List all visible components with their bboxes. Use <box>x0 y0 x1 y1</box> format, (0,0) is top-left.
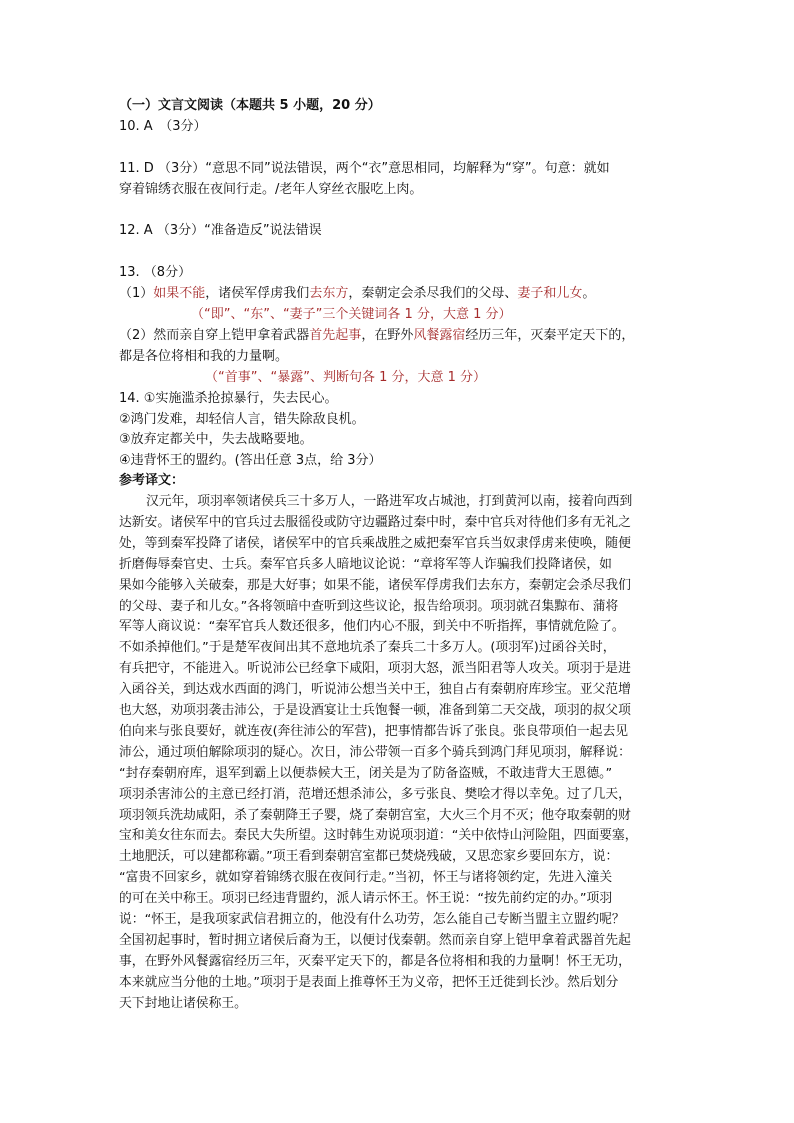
translation-line: “富贵不回家乡，就如穿着锦绣衣服在夜间行走。”当初，怀王与诸将领约定，先进入潼关 <box>119 870 613 886</box>
answer-q13-2-line2: 都是各位将相和我的力量啊。 <box>119 349 289 364</box>
translation-line: 处，等到秦军投降了诸侯，诸侯军中的官兵乘战胜之威把秦军官兵当奴隶俘虏来使唤，随便 <box>119 535 631 551</box>
translation-line: 伯向来与张良要好，就连夜(奔往沛公的军营)，把事情都告诉了张良。张良带项伯一起去见 <box>119 723 629 739</box>
answer-q13-2-segment: ，在野外 <box>361 328 414 343</box>
answer-q13-1-segment: 。 <box>582 286 596 301</box>
answer-q13-1-segment: ，诸侯军俘虏我们 <box>205 286 310 301</box>
translation-line: 沛公，通过项伯解除项羽的疑心。次日，沛公带领一百多个骑兵到鸿门拜见项羽，解释说： <box>119 744 631 760</box>
translation-heading: 参考译文： <box>119 473 185 488</box>
translation-line: 折磨侮辱秦官史、士兵。秦军官兵多人暗地议论说：“章将军等人诈骗我们投降诸侯，如 <box>119 556 612 572</box>
answer-q13-1-segment: 去东方 <box>309 286 349 301</box>
answer-q13-1-prefix: （1） <box>119 286 154 301</box>
translation-line: 果如今能够入关破秦，那是大好事；如果不能，诸侯军俘虏我们去东方，秦朝定会杀尽我们 <box>119 577 631 593</box>
answer-q14-line2: ②鸿门发难，却轻信人言，错失除敌良机。 <box>119 412 365 427</box>
answer-q13-header: 13. （8分） <box>119 265 192 280</box>
answer-q13-1-text <box>153 286 595 301</box>
translation-line: 项羽杀害沛公的主意已经打消，范增还想杀沛公，多亏张良、樊哙才得以幸免。过了几天， <box>119 786 631 802</box>
answer-q13-1-segment: 妻子和儿女 <box>517 286 583 301</box>
translation-line: 的父母、妻子和儿女。”各将领暗中查听到这些议论，报告给项羽。项羽就召集黥布、蒲将 <box>119 598 619 614</box>
answer-q12: 12. A （3分）“准备造反”说法错误 <box>119 223 322 238</box>
translation-line: 也大怒，劝项羽袭击沛公，于是设酒宴让士兵饱餐一顿，准备到第二天交战，项羽的叔父项 <box>119 703 631 718</box>
answer-q14-line1: 14. ①实施滥杀抢掠暴行，失去民心。 <box>119 391 338 406</box>
translation-line: 有兵把守，不能进入。听说沛公已经拿下咸阳，项羽大怒，派当阳君等人攻关。项羽于是进 <box>119 661 631 677</box>
translation-line: 全国初起事时，暂时拥立诸侯后裔为王，以便讨伐秦朝。然而亲自穿上铠甲拿着武器首先起 <box>119 932 631 948</box>
answer-q13-1 <box>119 285 595 303</box>
answer-q13-1-scoring: （“即”、“东”、“妻子”三个关键词各 1 分，大意 1 分） <box>191 307 512 322</box>
answer-q10: 10. A （3分） <box>119 119 207 134</box>
answer-q13-2-segment: 风餐露宿 <box>413 328 466 343</box>
translation-line: 说：“怀王，是我项家武信君拥立的，他没有什么功劳，怎么能自己专断当盟主立盟约呢？ <box>119 912 625 927</box>
translation-line: 达新安。诸侯军中的官兵过去服徭役或防守边疆路过秦中时，秦中官兵对待他们多有无礼之 <box>119 514 631 530</box>
answer-q13-2-segment: 经历三年，灭秦平定天下的， <box>465 328 635 343</box>
answer-q13-2-segment: 首先起事 <box>309 328 362 343</box>
answer-q14-line4: ④违背怀王的盟约。(答出任意 3点，给 3分） <box>119 453 382 468</box>
answer-q13-2-text <box>153 328 634 343</box>
answer-q11-line1: 11. D （3分）“意思不同”说法错误，两个“衣”意思相同，均解释为“穿”。句意：就如 <box>119 161 610 176</box>
answer-q13-1-segment: 如果不能 <box>153 286 206 301</box>
answer-q13-2-line1 <box>119 327 634 345</box>
answer-q13-2-segment: 然而亲自穿上铠甲拿着武器 <box>153 328 310 343</box>
translation-line: 土地肥沃，可以建都称霸。”项王看到秦朝宫室都已焚烧残破，又思恋家乡要回东方，说： <box>119 849 619 865</box>
translation-line: 入函谷关，到达戏水西面的鸿门，听说沛公想当关中王，独自占有秦朝府库珍宝。亚父范增 <box>119 682 631 698</box>
answer-q11-line2: 穿着锦绣衣服在夜间行走。/老年人穿丝衣服吃上肉。 <box>119 182 423 197</box>
answer-q13-1-segment: ，秦朝定会杀尽我们的父母、 <box>348 286 518 301</box>
translation-line: 汉元年，项羽率领诸侯兵三十多万人，一路进军攻占城池，打到黄河以南，接着向西到 <box>146 494 633 509</box>
translation-line: 不如杀掉他们。”于是楚军夜间出其不意地坑杀了秦兵二十多万人。(项羽军)过函谷关时， <box>119 640 616 656</box>
translation-line: “封存秦朝府库，退军到霸上以便恭候大王，闭关是为了防备盗贼，不敢违背大王恩德。” <box>119 765 613 781</box>
answer-q13-2-prefix: （2） <box>119 328 154 343</box>
translation-line: 本来就应当分他的土地。”项羽于是表面上推尊怀王为义帝，把怀王迁徙到长沙。然后划分 <box>119 974 619 990</box>
answer-q13-2-scoring: （“首事”、“暴露”、判断句各 1 分，大意 1 分） <box>205 370 487 385</box>
translation-line: 事，在野外风餐露宿经历三年，灭秦平定天下的，都是各位将相和我的力量啊！怀王无功， <box>119 953 631 969</box>
translation-line: 宝和美女往东而去。秦民大失所望。这时韩生劝说项羽道：“关中依恃山河险阻，四面要塞， <box>119 828 638 844</box>
translation-line: 的可在关中称王。项羽已经违背盟约，派人请示怀王。怀王说：“按先前约定的办。”项羽 <box>119 891 613 907</box>
translation-line: 军等人商议说：“秦军官兵人数还很多，他们内心不服，到关中不听指挥，事情就危险了。 <box>119 619 625 635</box>
translation-line: 天下封地让诸侯称王。 <box>119 995 247 1011</box>
answer-q14-line3: ③放弃定都关中，失去战略要地。 <box>119 432 313 447</box>
translation-line: 项羽领兵洗劫咸阳，杀了秦朝降王子婴，烧了秦朝宫室，大火三个月不灭；他夺取秦朝的财 <box>119 807 631 823</box>
section-title: （一）文言文阅读（本题共 5 小题，20 分） <box>119 98 381 113</box>
